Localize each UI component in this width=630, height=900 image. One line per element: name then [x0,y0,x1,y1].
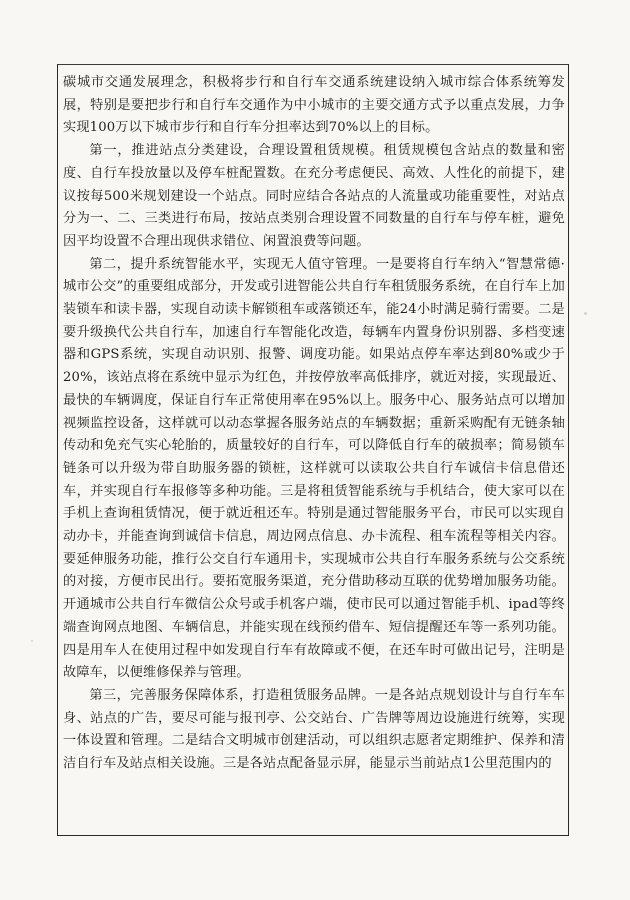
scan-speck [584,312,587,315]
paragraph-first-measure: 第一，推进站点分类建设，合理设置租赁规模。租赁规模包含站点的数量和密度、自行车投放量以及停车桩配置数。在充分考虑便民、高效、人性化的前提下，建议按每500米规划建设一个站点。同时应结合各站点的人流量或功能重要性，对站点分为一、二、三类进行布局，按站点类别合理设置不同数量的自行车与停车桩，避免因平均设置不合理出现供求错位、闲置浪费等问题。 [63,143,565,249]
paragraph-second-measure: 第二，提升系统智能水平，实现无人值守管理。一是要将自行车纳入“智慧常德·城市公交”的重要组成部分，开发或引进智能公共自行车租赁服务系统，在自行车上加装锁车和读卡器，实现自动读卡解锁租车或落锁还车，能24小时满足骑行需要。二是要升级换代公共自行车，加速自行车智能化改造，每辆车内置身份识别器、多档变速器和GPS系统，实现自动识别、报警、调度功能。如果站点停车率达到80%或少于20%，该站点将在系统中显示为红色，并按停放率高低排序，就近对接，实现最近、最快的车辆调度，保证自行车正常使用率在95%以上。服务中心、服务站点可以增加视频监控设备，这样就可以动态掌握各服务站点的车辆数据；重新采购配有无链条轴传动和免充气实心轮胎的，质量较好的自行车，可以降低自行车的破损率；简易锁车链条可以升级为带自助服务器的锁桩，这样就可以读取公共自行车诚信卡信息借还车，并实现自行车报修等多种功能。三是将租赁智能系统与手机结合，使大家可以在手机上查询租赁情况，便于就近租还车。特别是通过智能服务平台，市民可以实现自动办卡，并能查询到诚信卡信息，周边网点信息、办卡流程、租车流程等相关内容。要延伸服务功能，推行公交自行车通用卡，实现城市公共自行车服务系统与公交系统的对接，方便市民出行。要拓宽服务渠道，充分借助移动互联的优势增加服务功能。开通城市公共自行车微信公众号或手机客户端，使市民可以通过智能手机、ipad等终端查询网点地图、车辆信息，并能实现在线预约借车、短信提醒还车等一系列功能。四是用车人在使用过程中如发现自行车有故障或不便，在还车时可做出记号，注明是故障车，以便维修保养与管理。 [63,256,565,681]
text-box-frame [57,64,569,836]
paragraph-third-measure: 第三，完善服务保障体系，打造租赁服务品牌。一是各站点规划设计与自行车车身、站点的广告，要尽可能与报刊亭、公交站台、广告牌等周边设施进行统筹，实现一体设置和管理。二是结合文明城市创建活动，可以组织志愿者定期维护、保养和清洁自行车及站点相关设施。三是各站点配备显示屏，能显示当前站点1公里范围内的 [63,687,565,772]
document-body [63,72,565,776]
paragraph-intro-continuation: 碳城市交通发展理念，积极将步行和自行车交通系统建设纳入城市综合体系统筹发展，特别是要把步行和自行车交通作为中小城市的主要交通方式予以重点发展，力争实现100万以下城市步行和自行车分担率达到70%以上的目标。 [63,75,565,136]
scan-speck [31,640,33,642]
